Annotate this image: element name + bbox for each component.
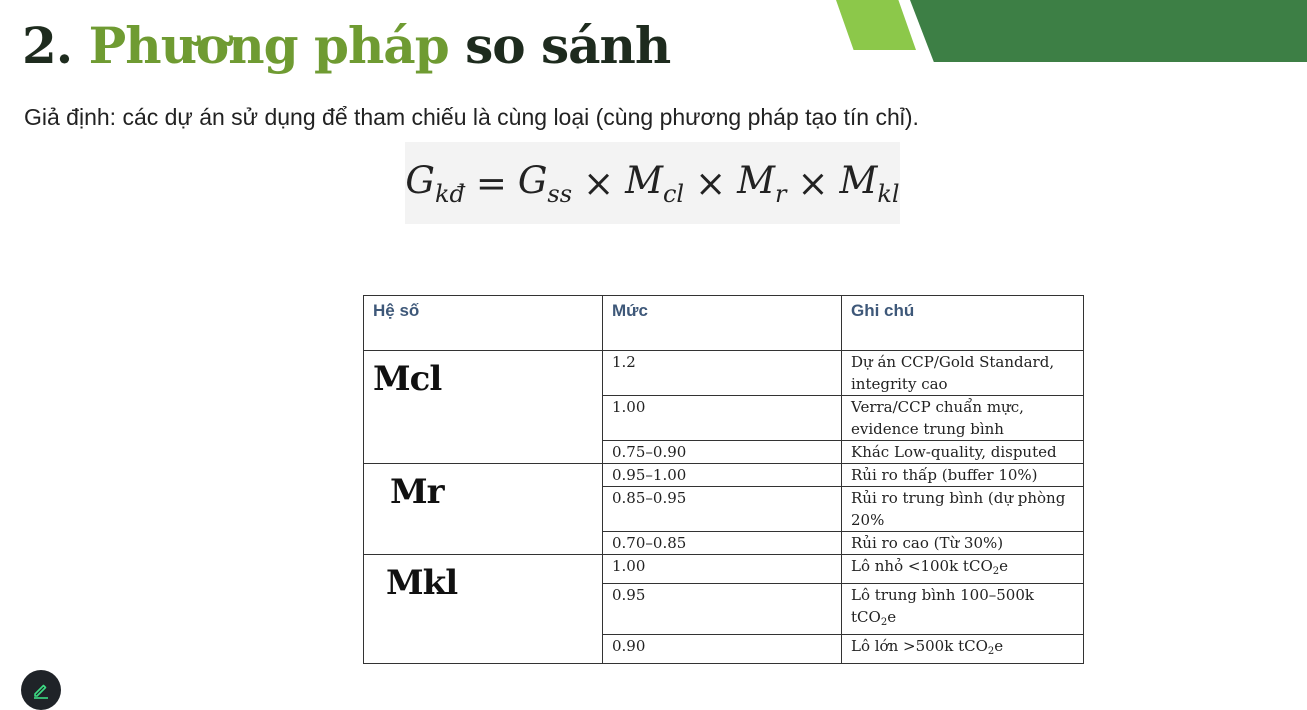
edit-button[interactable] — [21, 670, 61, 710]
formula-times: × — [583, 161, 615, 205]
group-label-mr: Mr — [364, 464, 603, 555]
table-row — [364, 555, 1084, 584]
note-cell: Rủi ro trung bình (dự phòng 20% — [842, 487, 1084, 532]
note-cell: Khác Low-quality, disputed — [842, 441, 1084, 464]
group-label-mcl: Mcl — [364, 351, 603, 464]
header-coef: Hệ số — [364, 296, 603, 351]
pencil-icon — [31, 680, 51, 700]
level-cell: 1.2 — [603, 351, 842, 396]
note-cell: Rủi ro thấp (buffer 10%) — [842, 464, 1084, 487]
formula-term-mkl: $M_{kl}$ — [839, 158, 900, 208]
table-row — [364, 464, 1084, 487]
assumption-text: Giả định: các dự án sử dụng để tham chiếu là cùng loại (cùng phương pháp tạo tín chỉ). — [24, 104, 919, 130]
formula-lhs: $G_{kđ}$ — [405, 158, 465, 208]
formula-term-gss: $G_{ss}$ — [517, 158, 573, 208]
table-row — [364, 351, 1084, 396]
formula-equals: = — [475, 161, 507, 205]
header-note: Ghi chú — [842, 296, 1084, 351]
level-cell: 0.75–0.90 — [603, 441, 842, 464]
formula-times: × — [695, 161, 727, 205]
formula-times: × — [797, 161, 829, 205]
slide-title — [22, 6, 670, 86]
formula-box — [405, 142, 900, 224]
level-cell: 0.95 — [603, 584, 842, 635]
title-number: 2. — [22, 16, 73, 75]
level-cell: 0.95–1.00 — [603, 464, 842, 487]
note-cell: Lô lớn >500k tCO$_2$e — [842, 635, 1084, 664]
level-cell: 1.00 — [603, 396, 842, 441]
note-cell: Lô nhỏ <100k tCO$_2$e — [842, 555, 1084, 584]
decor-light-green-shape — [836, 0, 916, 50]
note-cell: Verra/CCP chuẩn mực, evidence trung bình — [842, 396, 1084, 441]
group-label-mkl: Mkl — [364, 555, 603, 664]
level-cell: 0.85–0.95 — [603, 487, 842, 532]
header-level: Mức — [603, 296, 842, 351]
note-cell: Lô trung bình 100–500k tCO$_2$e — [842, 584, 1084, 635]
level-cell: 0.70–0.85 — [603, 532, 842, 555]
table-header-row — [364, 296, 1084, 351]
note-cell: Rủi ro cao (Từ 30%) — [842, 532, 1084, 555]
title-highlight: Phương pháp — [88, 16, 449, 75]
title-rest: so sánh — [465, 16, 671, 75]
coefficient-table — [363, 295, 1084, 664]
decor-dark-green-banner — [910, 0, 1307, 62]
level-cell: 1.00 — [603, 555, 842, 584]
formula-term-mcl: $M_{cl}$ — [625, 158, 685, 208]
formula-term-mr: $M_r$ — [737, 158, 787, 208]
level-cell: 0.90 — [603, 635, 842, 664]
note-cell: Dự án CCP/Gold Standard, integrity cao — [842, 351, 1084, 396]
